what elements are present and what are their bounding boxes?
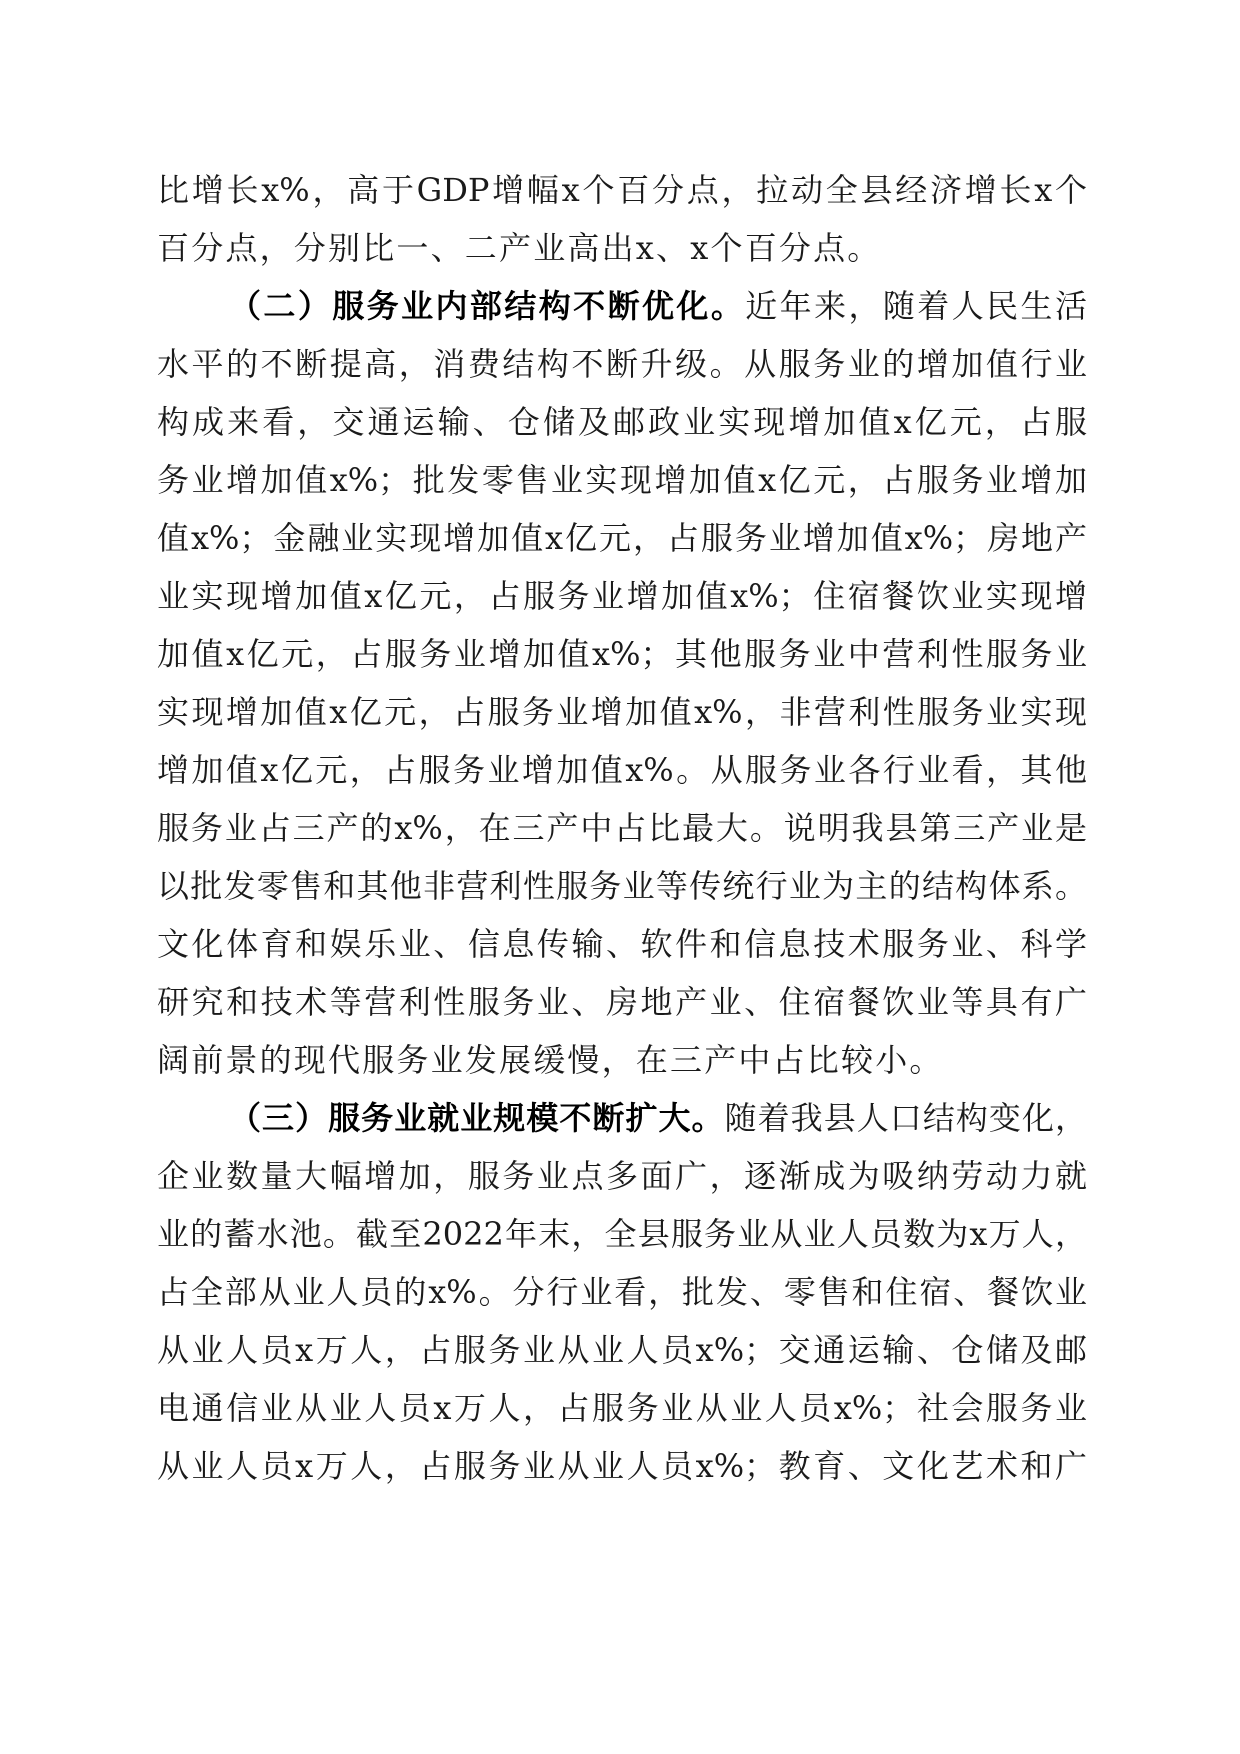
line-text: 企业数量大幅增加，服务业点多面广，逐渐成为吸纳劳动力就 — [157, 1157, 1087, 1195]
body-line — [157, 1205, 1087, 1263]
line-text: 百分点，分别比一、二产业高出x、x个百分点。 — [157, 229, 882, 267]
line-text: 业的蓄水池。截至2022年末，全县服务业从业人员数为x万人， — [157, 1215, 1087, 1253]
body-line — [157, 1031, 1087, 1089]
body-line — [157, 1379, 1087, 1437]
body-line — [157, 161, 1087, 219]
line-text: 从业人员x万人，占服务业从业人员x%；教育、文化艺术和广 — [157, 1447, 1087, 1485]
line-text: 比增长x%，高于GDP增幅x个百分点，拉动全县经济增长x个 — [157, 171, 1087, 209]
body-line — [157, 393, 1087, 451]
body-line — [157, 741, 1087, 799]
body-line — [157, 1321, 1087, 1379]
body-line — [157, 857, 1087, 915]
body-line — [157, 683, 1087, 741]
body-line — [157, 1437, 1087, 1495]
body-line — [157, 509, 1087, 567]
line-text: 实现增加值x亿元，占服务业增加值x%，非营利性服务业实现 — [157, 693, 1087, 731]
line-text: 加值x亿元，占服务业增加值x%；其他服务业中营利性服务业 — [157, 635, 1087, 673]
line-text: 构成来看，交通运输、仓储及邮政业实现增加值x亿元，占服 — [157, 403, 1087, 441]
line-text: 近年来，随着人民生活 — [745, 287, 1087, 325]
line-text: 增加值x亿元，占服务业增加值x%。从服务业各行业看，其他 — [157, 751, 1087, 789]
body-line — [157, 335, 1087, 393]
line-text: 服务业占三产的x%，在三产中占比最大。说明我县第三产业是 — [157, 809, 1087, 847]
body-line — [157, 973, 1087, 1031]
body-line — [157, 915, 1087, 973]
body-line — [157, 799, 1087, 857]
body-line — [157, 451, 1087, 509]
line-text: 务业增加值x%；批发零售业实现增加值x亿元，占服务业增加 — [157, 461, 1087, 499]
line-text: 以批发零售和其他非营利性服务业等传统行业为主的结构体系。 — [157, 867, 1087, 905]
line-text: 电通信业从业人员x万人，占服务业从业人员x%；社会服务业 — [157, 1389, 1087, 1427]
line-text: 水平的不断提高，消费结构不断升级。从服务业的增加值行业 — [157, 345, 1087, 383]
body-line — [157, 1147, 1087, 1205]
section-heading-line — [229, 1089, 1087, 1147]
line-text: 随着我县人口结构变化， — [724, 1099, 1087, 1137]
line-text: 阔前景的现代服务业发展缓慢，在三产中占比较小。 — [157, 1041, 944, 1079]
body-line — [157, 625, 1087, 683]
section-heading-2: （二）服务业内部结构不断优化。 — [229, 287, 746, 325]
line-text: 从业人员x万人，占服务业从业人员x%；交通运输、仓储及邮 — [157, 1331, 1087, 1369]
line-text: 业实现增加值x亿元，占服务业增加值x%；住宿餐饮业实现增 — [157, 577, 1087, 615]
line-text: 研究和技术等营利性服务业、房地产业、住宿餐饮业等具有广 — [157, 983, 1087, 1021]
line-text: 值x%；金融业实现增加值x亿元，占服务业增加值x%；房地产 — [157, 519, 1087, 557]
body-line — [157, 219, 1087, 277]
section-heading-line — [229, 277, 1087, 335]
body-line — [157, 1263, 1087, 1321]
line-text: 文化体育和娱乐业、信息传输、软件和信息技术服务业、科学 — [157, 925, 1087, 963]
line-text: 占全部从业人员的x%。分行业看，批发、零售和住宿、餐饮业 — [157, 1273, 1087, 1311]
section-heading-3: （三）服务业就业规模不断扩大。 — [229, 1099, 725, 1137]
body-line — [157, 567, 1087, 625]
